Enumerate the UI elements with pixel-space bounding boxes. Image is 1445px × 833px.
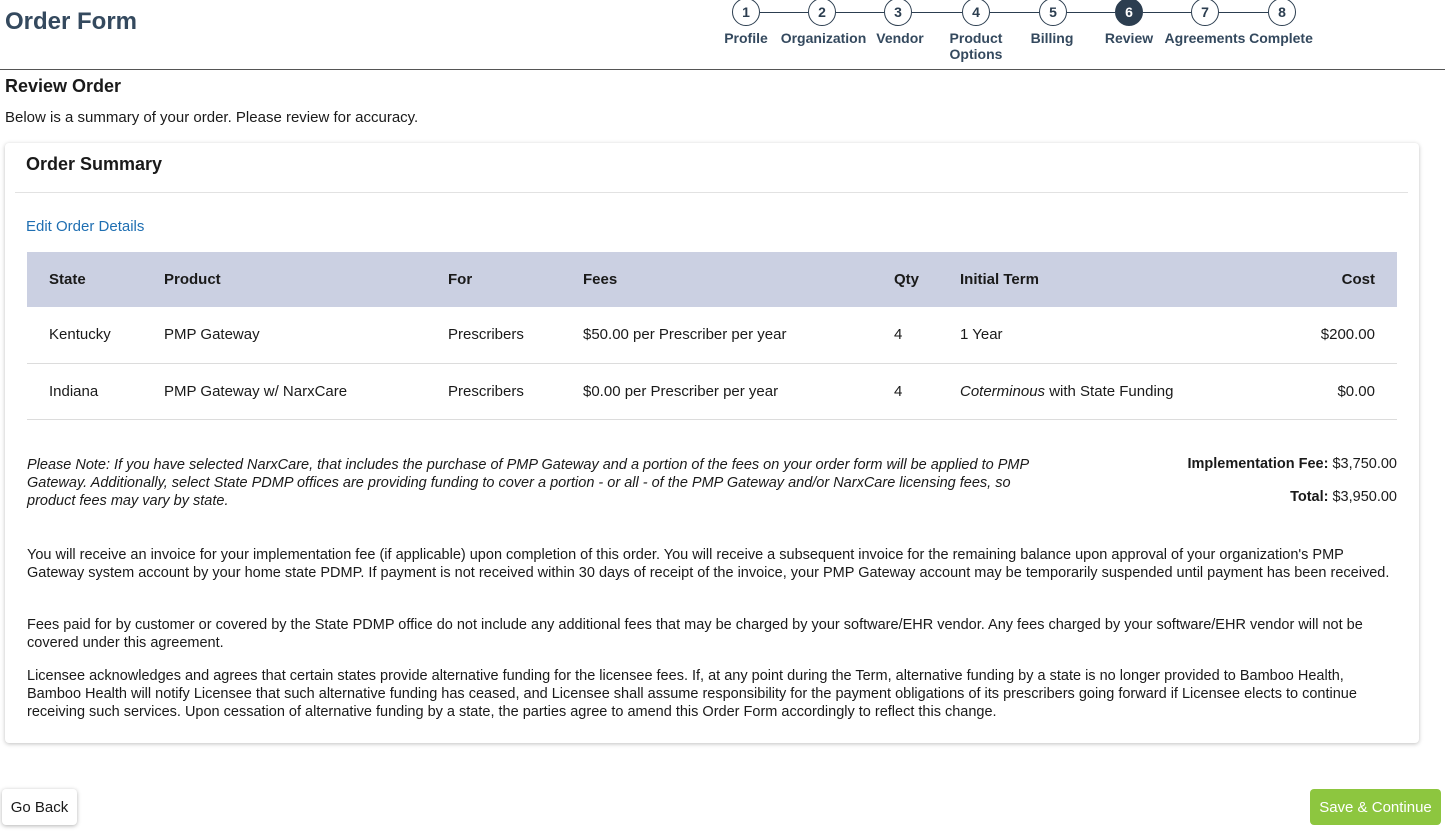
fees-paragraph: Fees paid for by customer or covered by the State PDMP office do not include any additional fees that may be charged by your software/EHR vendor. Any fees charged by your software/EHR vendor will not be covered under this agreement. xyxy=(27,617,1363,651)
cell-product: PMP Gateway w/ NarxCare xyxy=(164,363,448,419)
step-3-circle[interactable]: 3 xyxy=(884,0,912,26)
term-italic: Coterminous xyxy=(960,382,1046,400)
page-title: Order Form xyxy=(5,8,138,35)
step-6-circle[interactable]: 6 xyxy=(1115,0,1143,26)
invoice-paragraph: You will receive an invoice for your implementation fee (if applicable) upon completion of this order. You will receive a subsequent invoice for the remaining balance upon approval of your organization's PMP Gateway system account by your home state PDMP. If payment is not received within 30 days of receipt of the invoice, your PMP Gateway account may be temporarily suspended until payment has been received. xyxy=(27,547,1390,581)
step-connector xyxy=(760,12,808,13)
step-2-circle[interactable]: 2 xyxy=(808,0,836,26)
step-5-label: Billing xyxy=(1030,30,1074,46)
step-5-circle[interactable]: 5 xyxy=(1039,0,1067,26)
column-header-initial-term: Initial Term xyxy=(960,271,1039,288)
narxcare-note: Please Note: If you have selected NarxCare, that includes the purchase of PMP Gateway and a portion of the fees on your order form will be applied to PMP Gateway. Additionally, select State PDMP offices are providing funding to cover a portion - or all - of the PMP Gateway and/or NarxCare licensing fees, so product fees may vary by state. xyxy=(27,457,1029,509)
table-header-row xyxy=(27,252,1397,307)
step-connector xyxy=(912,12,962,13)
implementation-fee-label: Implementation Fee: xyxy=(1187,456,1329,472)
term-text: with State Funding xyxy=(1045,382,1174,400)
step-connector xyxy=(1219,12,1268,13)
implementation-fee xyxy=(1187,456,1397,472)
go-back-button[interactable]: Go Back xyxy=(2,789,77,825)
column-header-cost: Cost xyxy=(1341,271,1375,288)
step-7-label: Agreements xyxy=(1164,30,1246,46)
cell-qty: 4 xyxy=(894,363,960,419)
order-summary-title: Order Summary xyxy=(26,154,163,174)
implementation-fee-value: $3,750.00 xyxy=(1332,456,1397,472)
term-text: 1 Year xyxy=(960,326,1003,344)
cell-for: Prescribers xyxy=(448,363,583,419)
total-label: Total: xyxy=(1290,489,1329,505)
licensee-paragraph: Licensee acknowledges and agrees that certain states provide alternative funding for the licensee fees. If, at any point during the Term, alternative funding by a state is no longer provided to Bamboo Health, Bamboo Health will notify Licensee that such alternative funding has ceased, and Licensee shall assume responsibility for the payment obligations of its prescribers going forward if Licensee elects to continue receiving such services. Upon cessation of alternative funding by a state, the parties agree to amend this Order Form accordingly to reflect this change. xyxy=(27,668,1357,720)
edit-order-details-link[interactable]: Edit Order Details xyxy=(26,218,145,235)
step-8-label: Complete xyxy=(1249,30,1313,46)
order-total xyxy=(1290,489,1397,505)
cell-cost: $0.00 xyxy=(1260,363,1397,419)
cell-product: PMP Gateway xyxy=(164,307,448,363)
column-header-for: For xyxy=(448,271,473,288)
cell-fees: $0.00 per Prescriber per year xyxy=(583,363,894,419)
save-continue-button[interactable]: Save & Continue xyxy=(1310,789,1441,825)
cell-for: Prescribers xyxy=(448,307,583,363)
step-6-label: Review xyxy=(1104,30,1154,46)
table-row xyxy=(27,363,1397,419)
step-connector xyxy=(1143,12,1191,13)
table-row xyxy=(27,307,1397,363)
column-header-state: State xyxy=(49,271,86,288)
cell-state: Kentucky xyxy=(27,307,164,363)
review-order-heading: Review Order xyxy=(5,76,122,96)
order-table xyxy=(27,252,1397,420)
step-1-label: Profile xyxy=(724,30,768,46)
progress-stepper xyxy=(0,0,1445,70)
cell-fees: $50.00 per Prescriber per year xyxy=(583,307,894,363)
step-8-circle[interactable]: 8 xyxy=(1268,0,1296,26)
review-order-description: Below is a summary of your order. Please review for accuracy. xyxy=(5,109,419,126)
cell-qty: 4 xyxy=(894,307,960,363)
divider xyxy=(15,192,1408,193)
column-header-qty: Qty xyxy=(894,271,920,288)
total-value: $3,950.00 xyxy=(1332,489,1397,505)
cell-state: Indiana xyxy=(27,363,164,419)
step-7-circle[interactable]: 7 xyxy=(1191,0,1219,26)
step-3-label: Vendor xyxy=(876,30,924,46)
step-connector xyxy=(836,12,884,13)
step-4-circle[interactable]: 4 xyxy=(962,0,990,26)
order-summary-card xyxy=(5,143,1419,743)
step-connector xyxy=(1067,12,1115,13)
cell-initial-term xyxy=(960,363,1260,419)
column-header-fees: Fees xyxy=(583,271,618,288)
cell-initial-term xyxy=(960,307,1260,363)
step-4-label: Product Options xyxy=(949,30,1003,62)
step-connector xyxy=(990,12,1039,13)
cell-cost: $200.00 xyxy=(1260,307,1397,363)
step-1-circle[interactable]: 1 xyxy=(732,0,760,26)
column-header-product: Product xyxy=(164,271,221,288)
step-2-label: Organization xyxy=(780,30,867,46)
